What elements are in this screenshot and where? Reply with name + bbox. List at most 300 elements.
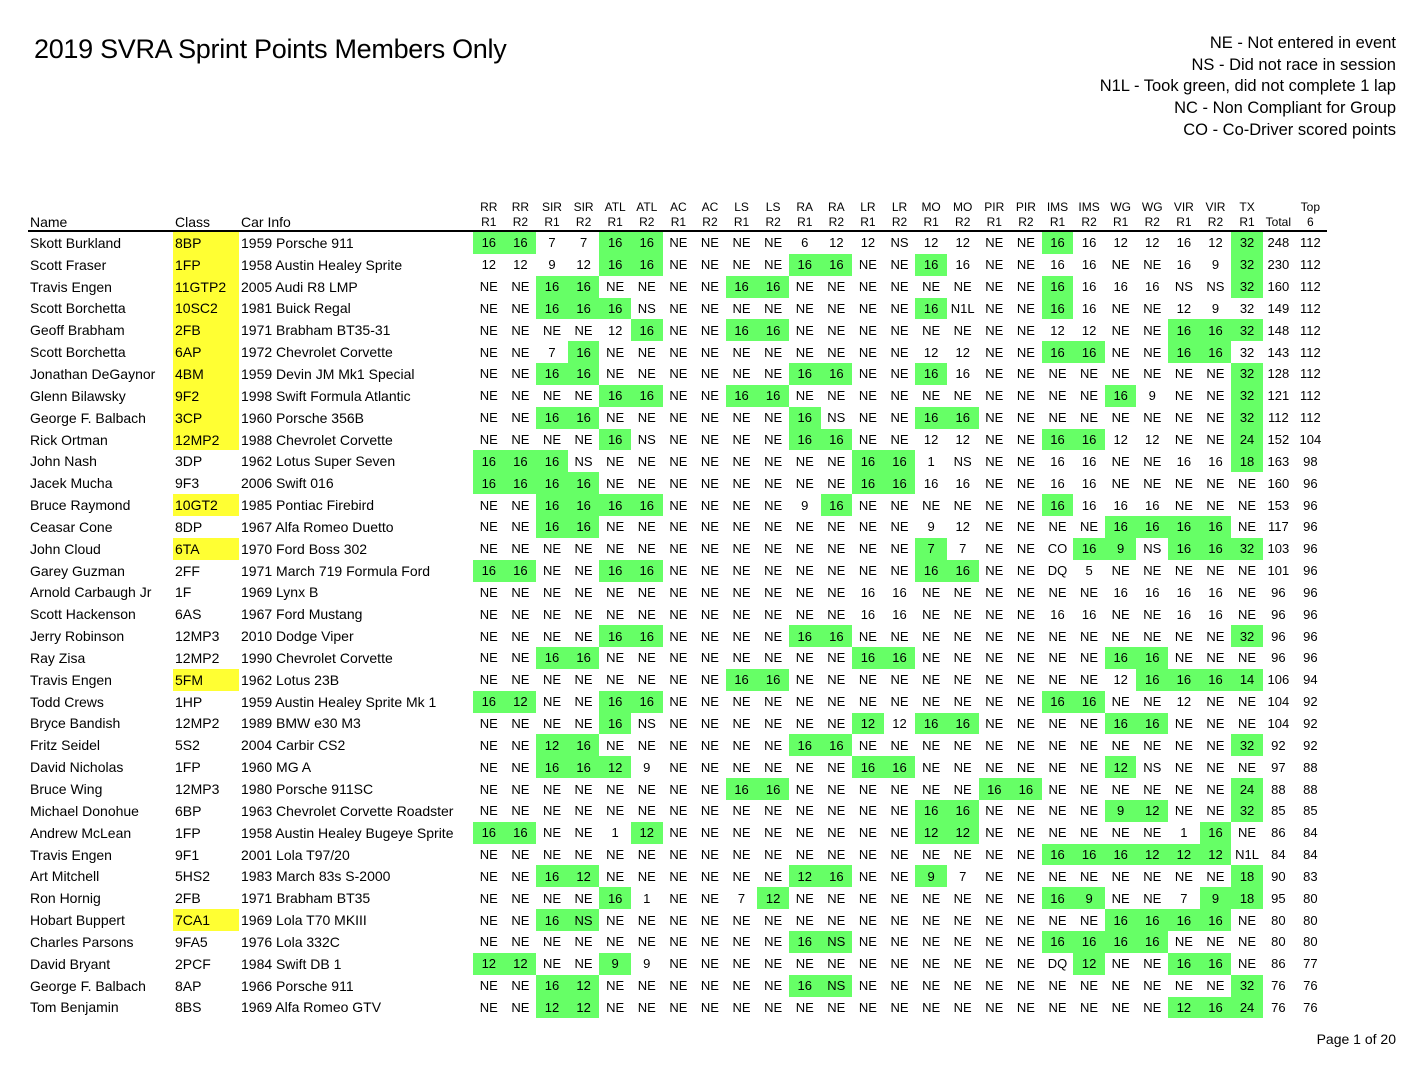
score-cell: 16 — [631, 560, 663, 582]
score-cell: 16 — [536, 909, 568, 931]
score-cell: 12 — [955, 235, 970, 251]
score-cell: NE — [732, 956, 751, 972]
top6-cell: 112 — [1299, 235, 1321, 251]
score-cell: 5 — [1085, 563, 1093, 579]
score-cell: NE — [1174, 497, 1193, 513]
score-cell: NE — [1111, 781, 1130, 797]
race-number: R1 — [481, 215, 497, 229]
score-cell: NE — [700, 563, 719, 579]
score-cell: NE — [1238, 497, 1257, 513]
top6-cell: 85 — [1303, 803, 1318, 819]
score-cell: NE — [1016, 366, 1035, 382]
score-cell: NE — [511, 388, 530, 404]
car-info: 1969 Alfa Romeo GTV — [241, 999, 382, 1016]
score-cell: 32 — [1231, 231, 1263, 254]
table-row — [28, 691, 1327, 713]
score-cell: 9 — [643, 759, 651, 775]
score-cell: NE — [511, 934, 530, 950]
score-cell: NE — [858, 934, 877, 950]
score-cell: NE — [574, 890, 593, 906]
score-cell: NE — [700, 999, 719, 1015]
score-cell: NE — [764, 366, 783, 382]
total-cell: 92 — [1271, 737, 1286, 753]
driver-name: George F. Balbach — [30, 409, 146, 426]
score-cell: NE — [858, 825, 877, 841]
score-cell: NE — [890, 934, 909, 950]
top6-cell: 80 — [1303, 912, 1318, 928]
score-cell: NE — [1080, 999, 1099, 1015]
score-cell: NE — [574, 956, 593, 972]
score-cell: NE — [858, 956, 877, 972]
score-cell: NE — [1238, 934, 1257, 950]
score-cell: NE — [827, 606, 846, 622]
score-cell: 16 — [1050, 453, 1065, 469]
car-class: 9FA5 — [175, 933, 208, 950]
car-class: 4BM — [173, 363, 239, 385]
score-cell: 16 — [1168, 319, 1200, 341]
score-cell: NE — [1016, 257, 1035, 273]
score-cell: NE — [700, 519, 719, 535]
table-row — [28, 647, 1327, 669]
score-cell: DQ — [1047, 956, 1068, 972]
top6-cell: 84 — [1303, 825, 1318, 841]
score-cell: NE — [606, 781, 625, 797]
score-cell: NE — [858, 672, 877, 688]
car-info: 1966 Porsche 911 — [241, 977, 354, 994]
score-cell: NE — [1143, 694, 1162, 710]
score-cell: NE — [858, 847, 877, 863]
score-cell: NE — [700, 781, 719, 797]
score-cell: 16 — [1073, 844, 1105, 866]
score-cell: NE — [827, 584, 846, 600]
event-code: ATL — [636, 200, 658, 214]
table-row — [28, 538, 1327, 560]
score-cell: NE — [985, 257, 1004, 273]
score-cell: 12 — [505, 953, 537, 975]
score-cell: 16 — [979, 778, 1011, 800]
score-cell: NE — [858, 912, 877, 928]
score-cell: NE — [985, 322, 1004, 338]
score-cell: NE — [1016, 715, 1035, 731]
score-cell: 12 — [1113, 235, 1128, 251]
score-cell: NE — [985, 672, 1004, 688]
score-cell: NE — [700, 956, 719, 972]
car-info: 1960 MG A — [241, 759, 312, 776]
score-cell: NE — [1016, 847, 1035, 863]
score-cell: 16 — [923, 475, 939, 491]
score-cell: NE — [1080, 584, 1099, 600]
event-code: VIR — [1205, 200, 1226, 214]
score-cell: 16 — [1208, 453, 1223, 469]
total-cell: 76 — [1271, 999, 1286, 1015]
score-cell: NE — [1048, 912, 1067, 928]
col-event-header — [599, 194, 631, 231]
score-cell: NE — [637, 410, 656, 426]
score-cell: 16 — [536, 298, 568, 320]
score-cell: NE — [1048, 868, 1067, 884]
table-row — [28, 341, 1327, 363]
driver-name: Jacek Mucha — [30, 475, 113, 492]
score-cell: NE — [574, 388, 593, 404]
event-code: LR — [860, 200, 876, 214]
score-cell: 12 — [481, 257, 497, 273]
score-cell: NE — [732, 978, 751, 994]
score-cell: NE — [1143, 344, 1162, 360]
col-event-header — [947, 194, 979, 231]
score-cell: NE — [1143, 410, 1162, 426]
score-cell: NE — [732, 497, 751, 513]
score-cell: NE — [479, 737, 498, 753]
score-cell: NE — [795, 453, 814, 469]
score-cell: 16 — [1010, 778, 1042, 800]
table-row — [28, 953, 1327, 975]
top6-label: 6 — [1307, 215, 1314, 229]
score-cell: NE — [858, 388, 877, 404]
score-cell: NE — [574, 847, 593, 863]
score-cell: NE — [700, 388, 719, 404]
score-cell: NE — [511, 999, 530, 1015]
score-cell: NE — [1048, 366, 1067, 382]
race-number: R2 — [702, 215, 718, 229]
score-cell: 16 — [536, 975, 568, 997]
score-cell: 16 — [726, 778, 758, 800]
score-cell: NE — [827, 912, 846, 928]
score-cell: NE — [795, 606, 814, 622]
score-cell: 9 — [1211, 257, 1220, 273]
score-cell: NE — [1048, 628, 1067, 644]
score-cell: 16 — [757, 778, 789, 800]
col-event-header — [884, 194, 916, 231]
total-cell: 230 — [1267, 257, 1290, 273]
score-cell: NE — [858, 803, 877, 819]
score-cell: 16 — [1042, 494, 1074, 516]
score-cell: NE — [542, 715, 562, 731]
score-cell: NE — [669, 650, 688, 666]
car-info: 1985 Pontiac Firebird — [241, 497, 375, 514]
race-number: R1 — [797, 215, 813, 229]
score-cell: NE — [764, 257, 783, 273]
score-cell: NE — [1206, 803, 1225, 819]
score-cell: NE — [1238, 475, 1257, 491]
col-event-header — [915, 194, 947, 231]
table-row — [28, 319, 1327, 341]
score-cell: NE — [700, 235, 719, 251]
score-cell: N1L — [950, 300, 975, 316]
score-cell: 16 — [1105, 931, 1137, 953]
score-cell: 16 — [1168, 669, 1200, 691]
score-cell: NE — [574, 541, 593, 557]
score-cell: NE — [1048, 825, 1067, 841]
score-cell: 16 — [568, 407, 600, 429]
score-cell: NE — [542, 388, 562, 404]
col-event-header — [1168, 194, 1200, 231]
car-info: 1969 Lynx B — [241, 584, 319, 601]
score-cell: 16 — [915, 363, 947, 385]
score-cell: NE — [795, 999, 814, 1015]
score-cell: NE — [732, 694, 751, 710]
score-cell: NE — [827, 715, 846, 731]
score-cell: NE — [700, 432, 719, 448]
score-cell: 16 — [789, 931, 821, 953]
score-cell: NE — [953, 978, 972, 994]
driver-name: Bruce Wing — [30, 781, 103, 798]
score-cell: NE — [890, 825, 909, 841]
top6-cell: 96 — [1303, 563, 1318, 579]
score-cell: NE — [1174, 650, 1193, 666]
score-cell: NE — [700, 737, 719, 753]
total-cell: 96 — [1271, 606, 1286, 622]
score-cell: NE — [542, 584, 562, 600]
score-cell: NE — [479, 322, 498, 338]
score-cell: 16 — [1200, 909, 1232, 931]
score-cell: NE — [953, 999, 972, 1015]
score-cell: NE — [1174, 628, 1193, 644]
race-number: R2 — [512, 215, 529, 229]
score-cell: NE — [1048, 803, 1067, 819]
score-cell: 16 — [631, 625, 663, 647]
race-number: R1 — [923, 215, 939, 229]
score-cell: NE — [606, 803, 625, 819]
score-cell: 12 — [1145, 235, 1160, 251]
table-row — [28, 931, 1327, 953]
score-cell: NE — [606, 279, 625, 295]
score-cell: NE — [732, 628, 751, 644]
score-cell: NE — [574, 781, 593, 797]
score-cell: NE — [511, 344, 530, 360]
col-event-header — [473, 194, 505, 231]
score-cell: 12 — [513, 257, 528, 273]
score-cell: NE — [890, 847, 909, 863]
race-number: R2 — [639, 215, 655, 229]
score-cell: NE — [1111, 825, 1130, 841]
score-cell: NE — [1174, 563, 1193, 579]
page-title: 2019 SVRA Sprint Points Members Only — [34, 34, 507, 64]
score-cell: 7 — [915, 538, 947, 560]
score-cell: 32 — [1231, 385, 1263, 407]
score-cell: 32 — [1231, 363, 1263, 385]
score-cell: NE — [1143, 978, 1162, 994]
score-cell: NE — [1206, 737, 1225, 753]
score-cell: 12 — [1200, 844, 1232, 866]
top6-label: Top — [1300, 200, 1321, 214]
score-cell: NE — [700, 475, 719, 491]
score-cell: NE — [827, 300, 846, 316]
car-info: 2004 Carbir CS2 — [241, 737, 346, 754]
score-cell: NE — [953, 628, 972, 644]
score-cell: NE — [511, 322, 530, 338]
car-info: 1959 Devin JM Mk1 Special — [241, 365, 415, 382]
table-row — [28, 231, 1327, 254]
score-cell: 16 — [631, 254, 663, 276]
legend-item: CO - Co-Driver scored points — [1183, 120, 1396, 139]
score-cell: NE — [511, 606, 530, 622]
score-cell: 12 — [923, 235, 939, 251]
score-cell: 16 — [599, 887, 631, 909]
race-number: R1 — [607, 215, 623, 229]
car-class: 9F2 — [173, 385, 239, 407]
score-cell: NE — [858, 366, 877, 382]
score-cell: NE — [511, 519, 530, 535]
score-cell: NE — [795, 388, 814, 404]
score-cell: 12 — [568, 865, 600, 887]
car-class: 12MP3 — [175, 628, 220, 645]
col-event-header — [568, 194, 600, 231]
table-row — [28, 844, 1327, 866]
table-row — [28, 625, 1327, 647]
score-cell: NE — [1174, 868, 1193, 884]
driver-name: Fritz Seidel — [30, 737, 101, 754]
score-cell: NE — [1016, 912, 1035, 928]
score-cell: 16 — [821, 363, 853, 385]
score-cell: 16 — [852, 472, 884, 494]
score-cell: NE — [700, 453, 719, 469]
score-cell: 16 — [568, 494, 600, 516]
score-cell: NE — [574, 584, 593, 600]
score-cell: 12 — [1113, 672, 1128, 688]
score-cell: 16 — [1136, 647, 1168, 669]
score-cell: NE — [1048, 519, 1067, 535]
score-cell: 12 — [947, 822, 979, 844]
score-cell: NE — [732, 868, 751, 884]
score-cell: NE — [511, 672, 530, 688]
score-cell: NE — [1174, 737, 1193, 753]
score-cell: NE — [953, 279, 972, 295]
score-cell: NE — [669, 847, 688, 863]
score-cell: 16 — [536, 472, 568, 494]
top6-cell: 76 — [1303, 999, 1318, 1015]
score-cell: 1 — [927, 453, 935, 469]
score-cell: 16 — [599, 429, 631, 451]
score-cell: NE — [542, 890, 562, 906]
score-cell: NE — [542, 432, 562, 448]
score-cell: 12 — [607, 322, 623, 338]
score-cell: 16 — [536, 865, 568, 887]
score-cell: NE — [764, 978, 783, 994]
score-cell: NE — [890, 366, 909, 382]
race-number: R1 — [1239, 215, 1255, 229]
score-cell: NE — [1174, 388, 1193, 404]
score-cell: NE — [1048, 999, 1067, 1015]
score-cell: NE — [1016, 475, 1035, 491]
total-cell: 76 — [1271, 978, 1286, 994]
score-cell: 24 — [1231, 997, 1263, 1019]
score-cell: NE — [764, 606, 783, 622]
car-class: 9F3 — [175, 475, 200, 492]
score-cell: 16 — [1176, 453, 1192, 469]
table-row — [28, 254, 1327, 276]
car-info: 1971 Brabham BT35-31 — [241, 322, 391, 339]
score-cell: NE — [637, 541, 656, 557]
score-cell: NE — [1016, 650, 1035, 666]
score-cell: 16 — [789, 734, 821, 756]
score-cell: 9 — [1105, 538, 1137, 560]
score-cell: 16 — [599, 560, 631, 582]
score-cell: NE — [637, 650, 656, 666]
score-cell: NE — [858, 694, 877, 710]
event-code: AC — [670, 200, 687, 214]
score-cell: NE — [890, 497, 909, 513]
score-cell: NE — [795, 694, 814, 710]
score-cell: NE — [827, 759, 846, 775]
score-cell: 9 — [915, 865, 947, 887]
score-cell: NE — [1016, 999, 1035, 1015]
score-cell: 12 — [915, 822, 947, 844]
score-cell: 16 — [852, 450, 884, 472]
score-cell: NE — [542, 694, 562, 710]
score-cell: NE — [858, 868, 877, 884]
score-cell: NE — [795, 715, 814, 731]
score-cell: NE — [890, 737, 909, 753]
score-cell: NE — [1048, 650, 1067, 666]
score-cell: 16 — [536, 276, 568, 298]
car-class: 9F1 — [175, 846, 200, 863]
score-cell: NE — [1238, 825, 1257, 841]
car-class: 8BS — [175, 999, 202, 1016]
score-cell: NE — [953, 890, 972, 906]
event-code: LR — [891, 200, 908, 214]
score-cell: NE — [732, 563, 751, 579]
score-cell: 16 — [1200, 997, 1232, 1019]
total-cell: 121 — [1267, 388, 1290, 404]
score-cell: NE — [606, 868, 625, 884]
col-car-header: Car Info — [239, 194, 473, 231]
score-cell: NE — [479, 912, 498, 928]
car-class: 1HP — [175, 693, 203, 710]
score-cell: 16 — [1200, 953, 1232, 975]
score-cell: NE — [479, 628, 498, 644]
driver-name: Travis Engen — [30, 671, 112, 688]
score-cell: NE — [637, 737, 656, 753]
score-cell: NE — [890, 868, 909, 884]
score-cell: NE — [1143, 606, 1162, 622]
score-cell: NE — [732, 912, 751, 928]
score-cell: NE — [511, 715, 530, 731]
score-cell: 12 — [1208, 235, 1223, 251]
event-code: SIR — [541, 200, 562, 214]
car-info: 1971 Brabham BT35 — [241, 890, 371, 907]
score-cell: 16 — [1136, 931, 1168, 953]
score-cell: NE — [764, 847, 783, 863]
score-cell: NE — [1111, 737, 1130, 753]
score-cell: 16 — [1113, 497, 1128, 513]
race-number: R2 — [1081, 215, 1097, 229]
car-class: 3CP — [173, 407, 239, 429]
score-cell: NE — [637, 847, 656, 863]
score-cell: NE — [1080, 803, 1099, 819]
score-cell: 6 — [801, 235, 809, 251]
score-cell: NE — [606, 999, 625, 1015]
top6-cell: 76 — [1303, 978, 1318, 994]
score-cell: NE — [1238, 650, 1257, 666]
score-cell: NE — [1238, 519, 1257, 535]
score-cell: NE — [732, 300, 751, 316]
col-top6-header — [1294, 194, 1327, 231]
score-cell: NE — [511, 410, 530, 426]
score-cell: NE — [922, 628, 941, 644]
score-cell: NE — [669, 934, 688, 950]
race-number: R2 — [765, 215, 781, 229]
score-cell: NE — [732, 584, 751, 600]
score-cell: NE — [732, 650, 751, 666]
event-code: MO — [921, 200, 941, 214]
score-cell: 16 — [821, 625, 853, 647]
score-cell: NE — [890, 432, 909, 448]
car-info: 1967 Ford Mustang — [241, 606, 363, 623]
score-cell: NE — [890, 410, 909, 426]
score-cell: 16 — [536, 407, 568, 429]
score-cell: NE — [700, 497, 719, 513]
score-cell: NE — [574, 715, 593, 731]
